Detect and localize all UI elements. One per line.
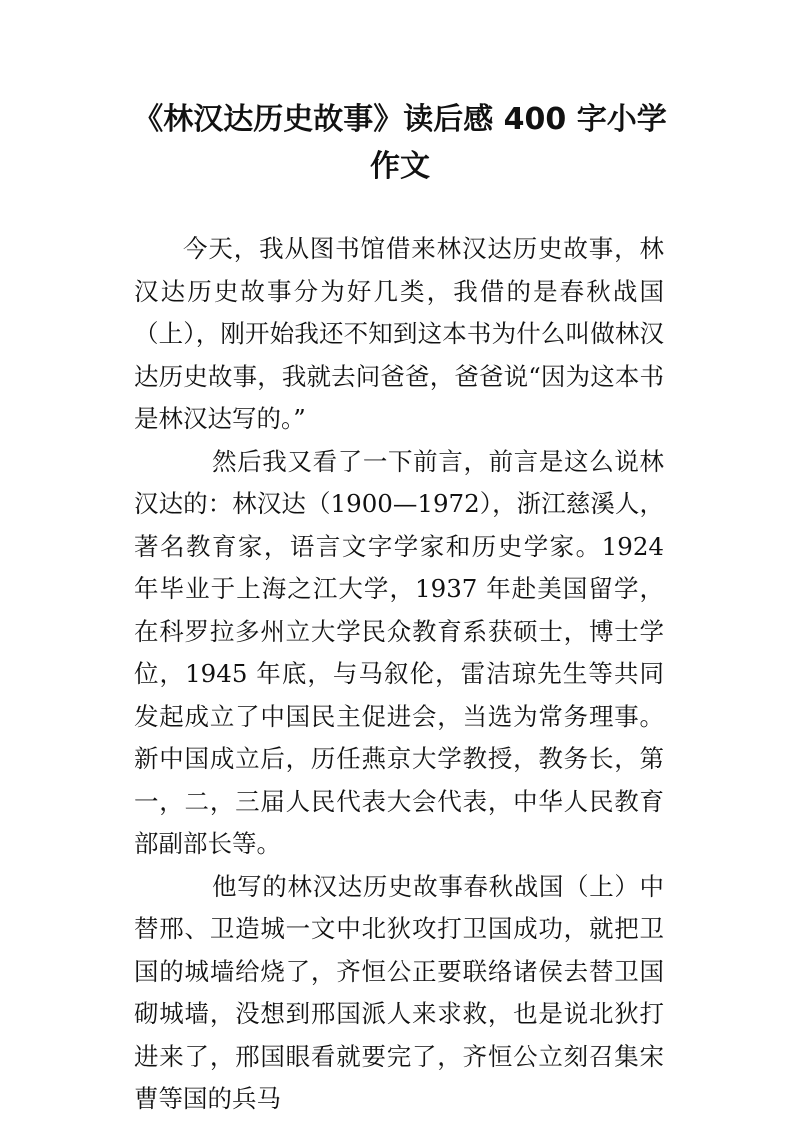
paragraph-2: 然后我又看了一下前言，前言是这么说林汉达的：林汉达（1900—1972），浙江慈溪人，著名教育家，语言文字学家和历史学家。1924 年毕业于上海之江大学，1937 年赴美国留学，在科罗拉多州立大学民众教育系获硕士，博士学位，1945 年底，与马叙伦，雷洁琼先生等共同发起成立了中国民主促进会，当选为常务理事。新中国成立后，历任燕京大学教授，教务长，第一，二，三届人民代表大会代表，中华人民教育部副部长等。 [134, 446, 664, 858]
document-body [134, 228, 664, 1121]
paragraph-3: 他写的林汉达历史故事春秋战国（上）中替邢、卫造城一文中北狄攻打卫国成功，就把卫国的城墙给烧了，齐恒公正要联络诸侯去替卫国砌城墙，没想到邢国派人来求救，也是说北狄打进来了，邢国眼看就要完了，齐恒公立刻召集宋曹等国的兵马 [134, 871, 664, 1113]
document-title: 《林汉达历史故事》读后感 400 字小学作文 [133, 102, 667, 184]
paragraph-1: 今天，我从图书馆借来林汉达历史故事，林汉达历史故事分为好几类，我借的是春秋战国（上），刚开始我还不知到这本书为什么叫做林汉达历史故事，我就去问爸爸，爸爸说“因为这本书是林汉达写的。” [134, 234, 664, 433]
